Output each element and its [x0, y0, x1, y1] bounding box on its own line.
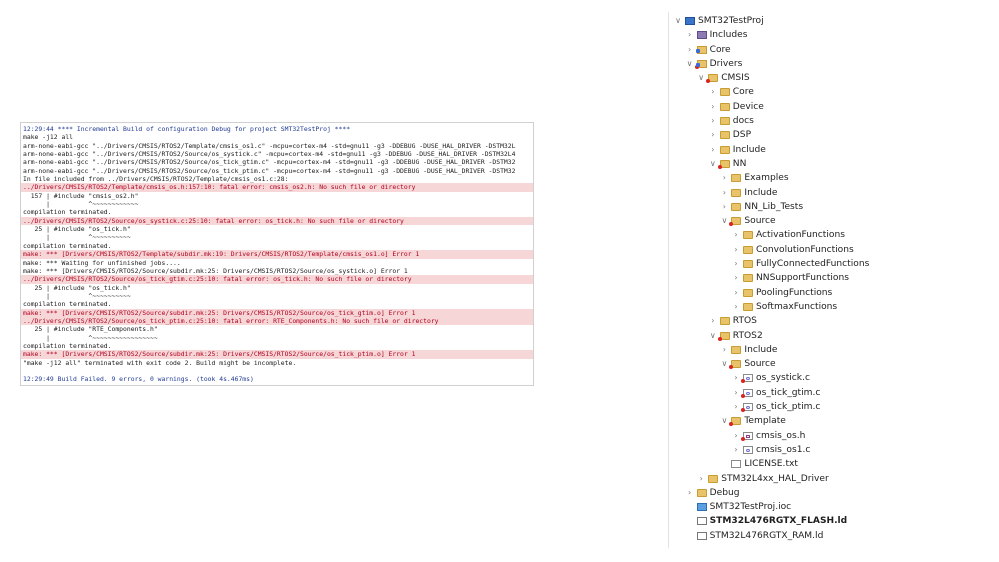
chevron-right-icon[interactable]: ›	[711, 144, 715, 154]
tree-item-license-txt[interactable]	[669, 457, 999, 471]
console-error-line: ../Drivers/CMSIS/RTOS2/Template/cmsis_os.h:157:10: fatal error: cmsis_os2.h: No such file or directory	[21, 183, 533, 191]
tree-item-drivers[interactable]	[669, 57, 999, 71]
tree-item-label: DSP	[732, 130, 752, 141]
tree-item-label: Template	[744, 416, 786, 427]
chevron-right-icon[interactable]: ›	[734, 244, 738, 254]
tree-item-label: os_tick_gtim.c	[756, 387, 821, 398]
tree-item-nn-source[interactable]	[669, 214, 999, 228]
tree-item-label: CMSIS	[721, 73, 750, 84]
console-output	[21, 123, 533, 384]
folder-icon	[720, 131, 730, 139]
console-line: | ^~~~~~~~~~~~~~~~~~	[23, 333, 158, 342]
tree-item-label: Core	[709, 44, 731, 55]
tree-item-stm32l476rgtx-flash-ld[interactable]	[669, 514, 999, 528]
console-error-line: ../Drivers/CMSIS/RTOS2/Source/os_tick_gtim.c:25:10: fatal error: os_tick.h: No such file or directory	[21, 275, 533, 283]
tree-item-activationfunctions[interactable]	[669, 228, 999, 242]
tree-item-debug[interactable]	[669, 486, 999, 500]
tree-item-label: NN_Lib_Tests	[744, 201, 804, 212]
tree-item-nn-include[interactable]	[669, 186, 999, 200]
console-error-line: make: *** [Drivers/CMSIS/RTOS2/Template/subdir.mk:19: Drivers/CMSIS/RTOS2/Template/cmsis_os1.o] Error 1	[21, 250, 533, 258]
console-line: 12:29:44 **** Incremental Build of configuration Debug for project SMT32TestProj ****	[23, 125, 351, 133]
folder-icon	[697, 489, 707, 497]
folder-icon	[720, 146, 730, 154]
chevron-right-icon[interactable]: ›	[734, 301, 738, 311]
console-line: 157 | #include "cmsis_os2.h"	[23, 191, 139, 200]
tree-item-label: NNSupportFunctions	[756, 273, 849, 284]
tree-item-cmsis-os-h[interactable]	[669, 429, 999, 443]
tree-item-nnsupportfunctions[interactable]	[669, 271, 999, 285]
tree-item-label: Include	[744, 344, 778, 355]
tree-item-os-tick-ptim-c[interactable]	[669, 400, 999, 414]
chevron-down-icon[interactable]: ∨	[675, 16, 681, 25]
console-line: 25 | #include "RTE_Components.h"	[23, 325, 158, 334]
tree-item-fullyconnectedfunctions[interactable]	[669, 257, 999, 271]
console-line: make -j12 all	[23, 133, 74, 142]
tree-item-nn[interactable]	[669, 157, 999, 171]
folder-icon	[720, 332, 730, 340]
text-file-icon	[731, 460, 741, 468]
tree-item-label: Include	[732, 144, 766, 155]
chevron-right-icon[interactable]: ›	[722, 344, 726, 354]
tree-item-rtos2[interactable]	[669, 329, 999, 343]
tree-item-cmsis-core[interactable]	[669, 85, 999, 99]
tree-item-label: RTOS2	[732, 330, 763, 341]
chevron-right-icon[interactable]: ›	[734, 444, 738, 454]
tree-item-label: FullyConnectedFunctions	[756, 259, 870, 270]
console-error-line: ../Drivers/CMSIS/RTOS2/Source/os_systick.c:25:10: fatal error: os_tick.h: No such file or directory	[21, 217, 533, 225]
chevron-down-icon[interactable]: ∨	[721, 359, 728, 369]
tree-item-device[interactable]	[669, 100, 999, 114]
console-line: | ^~~~~~~~~~~~~	[23, 200, 139, 209]
library-icon	[697, 31, 707, 39]
tree-item-nn-lib-tests[interactable]	[669, 200, 999, 214]
tree-item-label: cmsis_os1.c	[756, 444, 811, 455]
tree-item-docs[interactable]	[669, 114, 999, 128]
c-file-icon	[743, 389, 753, 397]
chevron-right-icon[interactable]: ›	[711, 130, 715, 140]
chevron-right-icon[interactable]: ›	[722, 173, 726, 183]
chevron-right-icon[interactable]: ›	[687, 44, 692, 54]
chevron-down-icon[interactable]: ∨	[709, 158, 716, 168]
folder-icon	[720, 103, 730, 111]
tree-item-label: Source	[744, 216, 776, 227]
chevron-right-icon[interactable]: ›	[687, 487, 692, 497]
folder-icon	[743, 289, 753, 297]
tree-item-label: docs	[732, 116, 754, 127]
tree-item-os-systick-c[interactable]	[669, 371, 999, 385]
tree-item-rtos[interactable]	[669, 314, 999, 328]
folder-icon	[720, 160, 730, 168]
console-line	[21, 367, 533, 375]
source-folder-icon	[697, 46, 707, 54]
linker-file-icon	[697, 532, 707, 540]
tree-item-smt32testproj-ioc[interactable]	[669, 500, 999, 514]
console-line: arm-none-eabi-gcc "../Drivers/CMSIS/RTOS2/Source/os_tick_ptim.c" -mcpu=cortex-m4 -std=gnu11 -g3 -DDEBUG -DUSE_HAL_DRIVER -DSTM32	[23, 166, 516, 175]
folder-icon	[720, 117, 730, 125]
tree-item-label: Examples	[744, 173, 789, 184]
folder-icon	[731, 189, 741, 197]
tree-item-core[interactable]	[669, 43, 999, 57]
tree-item-label: SMT32TestProj	[698, 16, 764, 26]
tree-item-label: STM32L476RGTX_RAM.ld	[709, 530, 824, 541]
chevron-right-icon[interactable]: ›	[734, 430, 738, 440]
console-line: compilation terminated.	[23, 300, 112, 309]
console-line: make: *** Waiting for unfinished jobs....	[23, 258, 181, 267]
console-line: | ^~~~~~~~~~~	[23, 233, 131, 242]
console-line: compilation terminated.	[23, 241, 112, 250]
tree-item-examples[interactable]	[669, 171, 999, 185]
chevron-right-icon[interactable]: ›	[734, 273, 738, 283]
chevron-right-icon[interactable]: ›	[734, 402, 738, 412]
folder-icon	[708, 475, 718, 483]
console-line: 12:29:49 Build Failed. 9 errors, 0 warnings. (took 4s.467ms)	[23, 375, 254, 384]
chevron-right-icon[interactable]: ›	[711, 101, 715, 111]
tree-item-convolutionfunctions[interactable]	[669, 243, 999, 257]
chevron-down-icon[interactable]: ∨	[686, 58, 693, 68]
tree-item-label: RTOS	[732, 316, 757, 327]
build-console[interactable]	[20, 122, 534, 386]
folder-icon	[731, 217, 741, 225]
chevron-right-icon[interactable]: ›	[734, 230, 738, 240]
console-error-line: ../Drivers/CMSIS/RTOS2/Source/os_tick_ptim.c:25:10: fatal error: RTE_Components.h: No such file or directory	[21, 317, 533, 325]
tree-item-stm32l4xx-hal-driver[interactable]	[669, 472, 999, 486]
tree-item-label: Core	[732, 87, 754, 98]
tree-item-label: os_systick.c	[756, 373, 810, 384]
console-line: arm-none-eabi-gcc "../Drivers/CMSIS/RTOS2/Source/os_tick_gtim.c" -mcpu=cortex-m4 -std=gnu11 -g3 -DDEBUG -DUSE_HAL_DRIVER -DSTM32	[23, 158, 516, 167]
tree-item-rtos2-include[interactable]	[669, 343, 999, 357]
folder-icon	[731, 346, 741, 354]
console-line: 25 | #include "os_tick.h"	[23, 283, 131, 292]
chevron-down-icon[interactable]: ∨	[709, 330, 716, 340]
tree-item-label: SMT32TestProj.ioc	[709, 502, 792, 513]
tree-item-poolingfunctions[interactable]	[669, 286, 999, 300]
tree-item-template[interactable]	[669, 414, 999, 428]
chevron-down-icon[interactable]: ∨	[721, 216, 728, 226]
ioc-file-icon	[697, 503, 707, 511]
chevron-right-icon[interactable]: ›	[711, 116, 715, 126]
console-line: arm-none-eabi-gcc "../Drivers/CMSIS/RTOS2/Source/os_systick.c" -mcpu=cortex-m4 -std=gnu11 -g3 -DDEBUG -DUSE_HAL_DRIVER -DSTM32L4	[23, 150, 516, 159]
tree-item-label: LICENSE.txt	[744, 459, 798, 470]
tree-item-label: os_tick_ptim.c	[756, 402, 821, 413]
folder-icon	[731, 417, 741, 425]
tree-item-label: PoolingFunctions	[756, 287, 833, 298]
console-error-line: make: *** [Drivers/CMSIS/RTOS2/Source/subdir.mk:25: Drivers/CMSIS/RTOS2/Source/os_tick_ptim.o] Error 1	[21, 350, 533, 358]
tree-item-label: ActivationFunctions	[756, 230, 845, 241]
tree-item-label: STM32L4xx_HAL_Driver	[721, 473, 829, 484]
chevron-right-icon[interactable]: ›	[722, 187, 726, 197]
folder-icon	[743, 274, 753, 282]
folder-icon	[743, 303, 753, 311]
source-folder-icon	[697, 60, 707, 68]
tree-item-softmaxfunctions[interactable]	[669, 300, 999, 314]
tree-item-label: NN	[732, 158, 747, 169]
tree-item-label: Device	[732, 101, 764, 112]
project-explorer-tree[interactable]	[669, 14, 999, 543]
tree-item-label: STM32L476RGTX_FLASH.ld	[709, 516, 848, 527]
chevron-right-icon[interactable]: ›	[722, 201, 726, 211]
c-file-icon	[743, 446, 753, 454]
tree-item-cmsis-os1-c[interactable]	[669, 443, 999, 457]
tree-item-label: cmsis_os.h	[756, 430, 806, 441]
tree-item-label: Include	[744, 187, 778, 198]
tree-item-cmsis[interactable]	[669, 71, 999, 85]
folder-icon	[708, 74, 718, 82]
console-line: In file included from ../Drivers/CMSIS/RTOS2/Template/cmsis_os1.c:28:	[23, 175, 289, 184]
console-line: "make -j12 all" terminated with exit code 2. Build might be incomplete.	[23, 358, 297, 367]
folder-icon	[743, 231, 753, 239]
folder-icon	[731, 174, 741, 182]
tree-item-label: ConvolutionFunctions	[756, 244, 854, 255]
tree-item-includes[interactable]	[669, 28, 999, 42]
linker-file-icon	[697, 517, 707, 525]
tree-item-cmsis-include[interactable]	[669, 143, 999, 157]
chevron-down-icon[interactable]: ∨	[721, 416, 728, 426]
tree-item-stm32l476rgtx-ram-ld[interactable]	[669, 529, 999, 543]
tree-item-label: Includes	[709, 30, 748, 41]
console-line: 25 | #include "os_tick.h"	[23, 225, 131, 234]
chevron-down-icon[interactable]: ∨	[698, 73, 705, 83]
c-file-icon	[743, 403, 753, 411]
console-line: compilation terminated.	[23, 208, 112, 217]
tree-item-smt32testproj[interactable]	[669, 14, 999, 28]
tree-item-os-tick-gtim-c[interactable]	[669, 386, 999, 400]
chevron-right-icon[interactable]: ›	[711, 87, 715, 97]
chevron-right-icon[interactable]: ›	[711, 316, 715, 326]
project-icon	[685, 17, 695, 25]
tree-item-label: Source	[744, 359, 776, 370]
console-line: compilation terminated.	[23, 341, 112, 350]
chevron-right-icon[interactable]: ›	[699, 473, 703, 483]
tree-item-rtos2-source[interactable]	[669, 357, 999, 371]
folder-icon	[731, 360, 741, 368]
folder-icon	[743, 246, 753, 254]
tree-item-label: Drivers	[709, 58, 743, 69]
chevron-right-icon[interactable]: ›	[734, 287, 738, 297]
c-file-icon	[743, 374, 753, 382]
tree-item-label: SoftmaxFunctions	[756, 301, 838, 312]
chevron-right-icon[interactable]: ›	[734, 387, 738, 397]
chevron-right-icon[interactable]: ›	[687, 30, 692, 40]
console-line: | ^~~~~~~~~~~	[23, 291, 131, 300]
console-line: make: *** [Drivers/CMSIS/RTOS2/Source/subdir.mk:25: Drivers/CMSIS/RTOS2/Source/os_systick.o] Error 1	[23, 266, 408, 275]
folder-icon	[731, 203, 741, 211]
header-file-icon	[743, 432, 753, 440]
chevron-right-icon[interactable]: ›	[734, 259, 738, 269]
tree-item-dsp[interactable]	[669, 128, 999, 142]
tree-item-label: Debug	[709, 487, 740, 498]
folder-icon	[720, 317, 730, 325]
console-error-line: make: *** [Drivers/CMSIS/RTOS2/Source/subdir.mk:25: Drivers/CMSIS/RTOS2/Source/os_tick_gtim.o] Error 1	[21, 309, 533, 317]
folder-icon	[743, 260, 753, 268]
folder-icon	[720, 88, 730, 96]
console-line: arm-none-eabi-gcc "../Drivers/CMSIS/RTOS2/Template/cmsis_os1.c" -mcpu=cortex-m4 -std=gnu11 -g3 -DDEBUG -DUSE_HAL_DRIVER -DSTM32L	[23, 141, 516, 150]
chevron-right-icon[interactable]: ›	[734, 373, 738, 383]
